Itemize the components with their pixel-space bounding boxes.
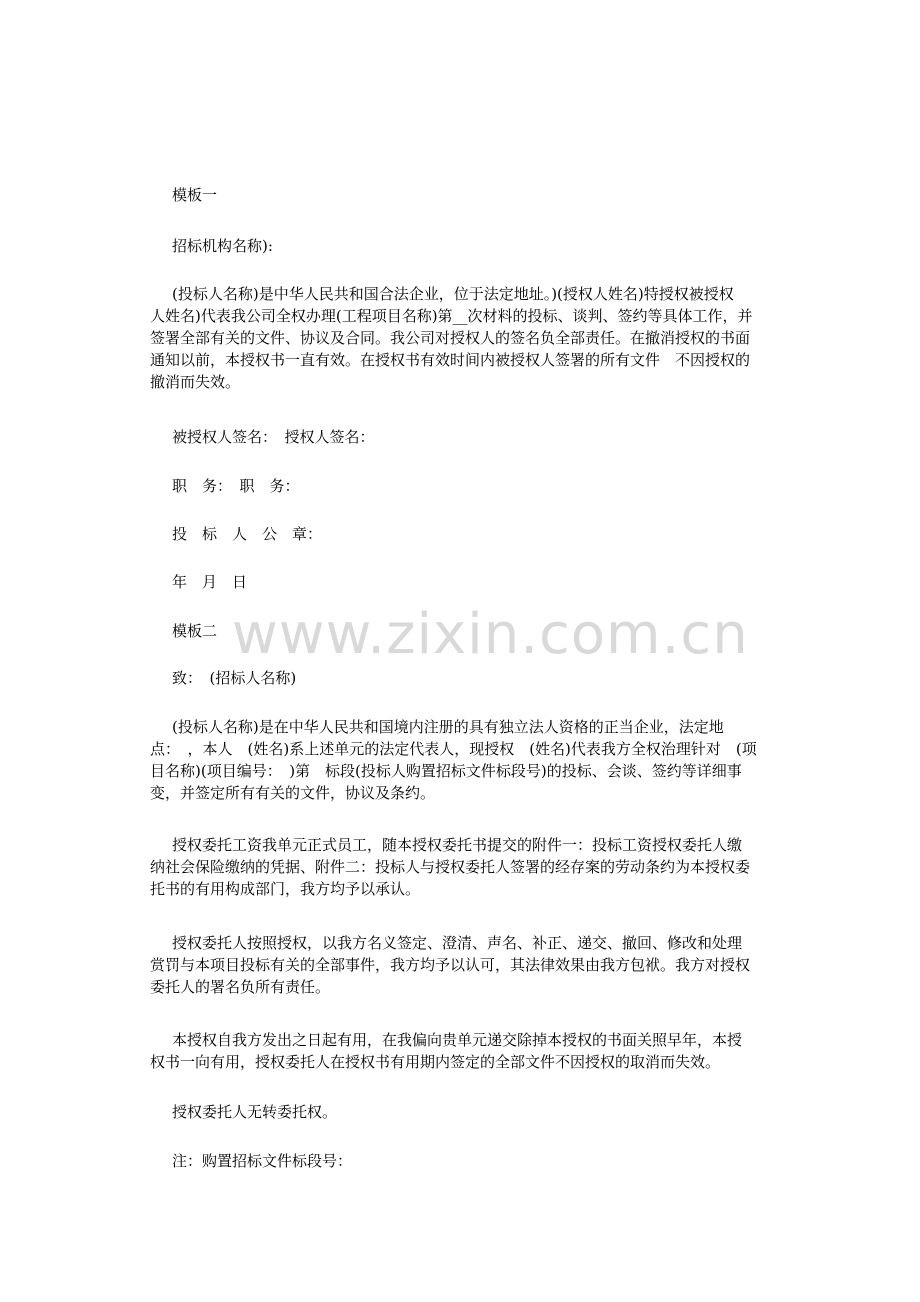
paragraph-line: 人姓名)代表我公司全权办理(工程项目名称)第__次材料的投标、谈判、签约等具体工作，并 [150,307,753,325]
agency-name-line: 招标机构名称): [172,237,273,255]
template2-paragraph-2 [150,834,790,900]
paragraph-line: 托书的有用构成部门，我方均予以承认。 [150,880,421,898]
paragraph-line: 委托人的署名负所有责任。 [150,978,331,996]
paragraph-line: 撤消而失效。 [150,373,241,391]
recipient-line: 致： (招标人名称) [172,669,297,687]
paragraph-line: 通知以前，本授权书一直有效。在授权书有效时间内被授权人签署的所有文件 不因授权的 [150,351,751,369]
signature-line: 被授权人签名： 授权人签名： [172,428,375,446]
paragraph-line: 授权委托工资我单元正式员工，随本授权委托书提交的附件一：投标工资授权委托人缴 [172,836,743,854]
position-line: 职 务： 职 务： [172,477,300,495]
watermark: www.zixin.com.cn [232,602,749,667]
paragraph-line: 目名称)(项目编号： )第 标段(投标人购置招标文件标段号)的投标、会谈、签约等详细事 [150,762,742,780]
no-sub-delegation-line: 授权委托人无转委托权。 [172,1103,338,1121]
paragraph-line: 签署全部有关的文件、协议及合同。我公司对授权人的签名负全部责任。在撤消授权的书面 [150,329,751,347]
paragraph-line: 纳社会保险缴纳的凭据、附件二：投标人与授权委托人签署的经存案的劳动条约为本授权委 [150,858,751,876]
paragraph-line: 本授权自我方发出之日起有用，在我偏向贵单元递交除掉本授权的书面关照早年，本授 [172,1031,743,1049]
company-seal-line: 投 标 人 公 章： [172,525,323,543]
paragraph-line: (投标人名称)是中华人民共和国合法企业，位于法定地址。)(授权人姓名)特授权被授权 [172,285,734,303]
paragraph-line: 变，并签定所有有关的文件，协议及条约。 [150,784,436,802]
note-line: 注：购置招标文件标段号： [172,1152,353,1170]
template2-paragraph-4 [150,1029,790,1073]
template2-heading: 模板二 [172,622,218,640]
date-line: 年 月 日 [172,573,248,591]
paragraph-line: 点： ，本人 (姓名)系上述单元的法定代表人，现授权 (姓名)代表我方全权治理针对 (项 [150,740,757,758]
paragraph-line: (投标人名称)是在中华人民共和国境内注册的具有独立法人资格的正当企业，法定地 [172,718,724,736]
template2-paragraph-1 [150,716,790,804]
paragraph-line: 授权委托人按照授权，以我方名义签定、澄清、声名、补正、递交、撤回、修改和处理 [172,934,743,952]
template1-heading: 模板一 [172,186,218,204]
paragraph-line: 权书一向有用，授权委托人在授权书有用期内签定的全部文件不因授权的取消而失效。 [150,1053,721,1071]
template1-authorization-paragraph [150,283,790,393]
paragraph-line: 赏罚与本项目投标有关的全部事件，我方均予以认可，其法律效果由我方包袱。我方对授权 [150,956,751,974]
template2-paragraph-3 [150,932,790,998]
